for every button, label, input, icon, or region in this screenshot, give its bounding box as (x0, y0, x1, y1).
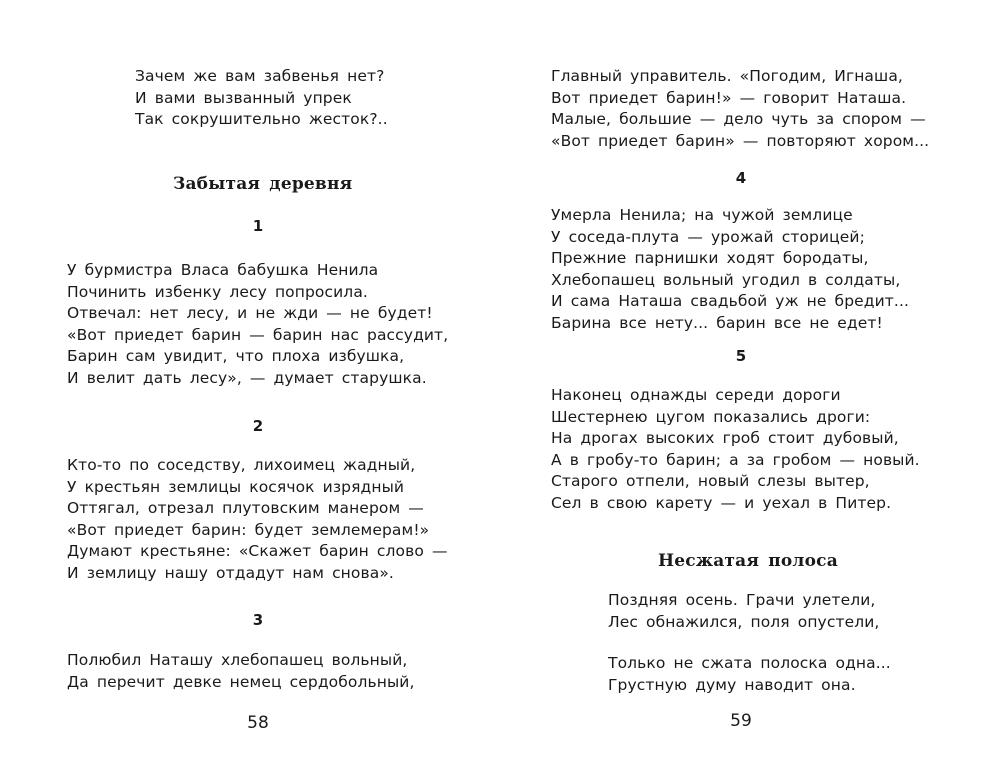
poem2-stanza-2 (608, 653, 891, 696)
verse-line: Отвечал: нет лесу, и не жди — не будет! (67, 304, 433, 323)
verse-line: А в гробу-то барин; а за гробом — новый. (551, 450, 920, 469)
verse-line: Только не сжата полоска одна... (608, 654, 891, 672)
verse-line: Прежние парнишки ходят бородаты, (551, 249, 869, 268)
verse-line: «Вот приедет барин: будет землемерам!» (67, 520, 430, 539)
verse-line: И сама Наташа свадьбой уж не бредит... (551, 292, 909, 311)
poem-title: Забытая деревня (173, 174, 353, 194)
verse-line: И вами вызванный упрек (135, 88, 352, 107)
verse-line: Хлебопашец вольный угодил в солдаты, (551, 270, 901, 289)
page-number: 58 (247, 713, 269, 733)
verse-line: Вот приедет барин!» — говорит Наташа. (551, 88, 907, 107)
verse-line: У соседа-плута — урожай сторицей; (551, 227, 865, 246)
verse-line: Главный управитель. «Погодим, Игнаша, (551, 67, 903, 85)
section-number: 2 (252, 417, 264, 435)
verse-line: И велит дать лесу», — думает старушка. (67, 368, 427, 387)
verse-line: Кто-то по соседству, лихоимец жадный, (67, 456, 416, 474)
verse-line: Так сокрушительно жесток?.. (135, 110, 388, 129)
verse-line: Думают крестьяне: «Скажет барин слово — (67, 542, 448, 561)
section-number: 4 (735, 169, 747, 187)
verse-line: Починить избенку лесу попросила. (67, 282, 368, 301)
verse-line: Полюбил Наташу хлебопашец вольный, (67, 651, 408, 669)
verse-line: «Вот приедет барин» — повторяют хором... (551, 131, 930, 150)
page-number: 59 (730, 711, 752, 731)
verse-line: Шестернею цугом показались дроги: (551, 407, 871, 426)
verse-line: «Вот приедет барин — барин нас рассудит, (67, 325, 449, 344)
verse-line: И землицу нашу отдадут нам снова». (67, 563, 394, 582)
verse-line: Поздняя осень. Грачи улетели, (608, 591, 876, 609)
continued-stanza (551, 66, 929, 152)
poem2-stanza-1 (608, 590, 879, 633)
stanza-4 (551, 205, 909, 335)
verse-line: Барина все нету... барин все не едет! (551, 313, 883, 332)
verse-line: Сел в свою карету — и уехал в Питер. (551, 493, 892, 512)
stanza-2 (67, 455, 448, 585)
verse-line: Умерла Ненила; на чужой землице (551, 206, 853, 224)
section-number: 3 (252, 611, 264, 629)
right-page (500, 0, 1000, 769)
verse-line: Оттягал, отрезал плутовским манером — (67, 499, 424, 518)
verse-line: У крестьян землицы косячок изрядный (67, 477, 405, 496)
stanza-3 (67, 650, 415, 693)
verse-line: Старого отпели, новый слезы вытер, (551, 472, 870, 491)
section-number: 5 (735, 347, 747, 365)
verse-line: Малые, большие — дело чуть за спором — (551, 110, 926, 129)
verse-line: Барин сам увидит, что плоха избушка, (67, 347, 405, 366)
stanza-1 (67, 260, 448, 390)
verse-line: Наконец однажды середи дороги (551, 386, 841, 404)
verse-line: На дрогах высоких гроб стоит дубовый, (551, 429, 899, 448)
verse-line: У бурмистра Власа бабушка Ненила (67, 261, 379, 279)
poem-title: Несжатая полоса (658, 551, 838, 571)
verse-line: Да перечит девке немец сердобольный, (67, 672, 415, 691)
verse-line: Лес обнажился, поля опустели, (608, 612, 880, 631)
verse-line: Зачем же вам забвенья нет? (135, 67, 385, 85)
verse-line: Грустную думу наводит она. (608, 675, 856, 694)
stanza-5 (551, 385, 920, 515)
intro-stanza (135, 66, 388, 131)
section-number: 1 (252, 217, 264, 235)
